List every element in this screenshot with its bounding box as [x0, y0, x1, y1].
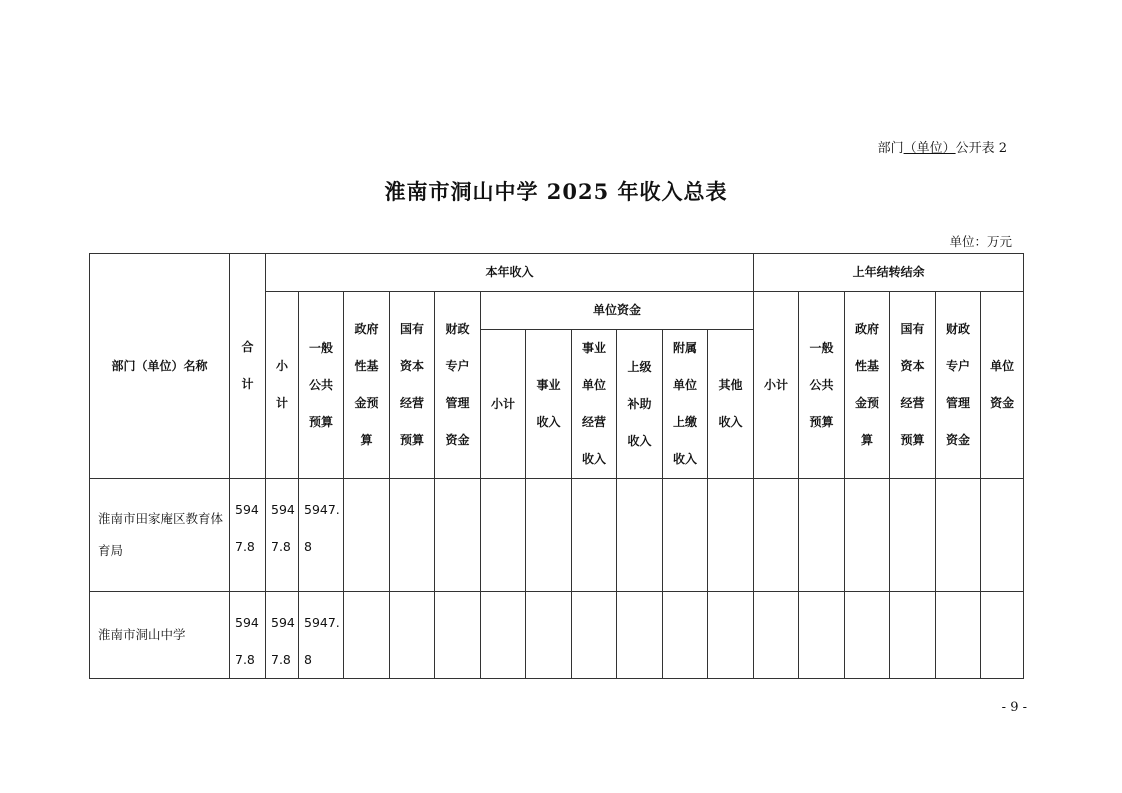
empty-cell	[526, 592, 572, 679]
group-header-unit-funds: 单位资金	[481, 292, 754, 330]
carry-header-gov-fund: 政府性基金预算	[845, 292, 890, 479]
row-subtotal: 5947.8	[266, 479, 299, 592]
empty-cell	[845, 479, 890, 592]
col-header-subtotal: 小计	[266, 292, 299, 479]
empty-cell	[617, 479, 663, 592]
table-row	[90, 592, 1024, 679]
row-subtotal: 5947.8	[266, 592, 299, 679]
empty-cell	[799, 592, 845, 679]
empty-cell	[481, 592, 526, 679]
col-header-superior-subsidy: 上级补助收入	[617, 330, 663, 479]
col-header-business-income: 事业收入	[526, 330, 572, 479]
col-header-affiliated-income: 附属单位上缴收入	[663, 330, 708, 479]
col-header-general-budget: 一般公共预算	[299, 292, 344, 479]
empty-cell	[845, 592, 890, 679]
empty-cell	[981, 479, 1024, 592]
empty-cell	[936, 592, 981, 679]
carry-header-unit-funds: 单位资金	[981, 292, 1024, 479]
form-prefix: 部门	[877, 141, 904, 156]
form-suffix: 公开表 2	[955, 141, 1007, 156]
empty-cell	[435, 592, 481, 679]
form-number	[878, 137, 1007, 156]
empty-cell	[663, 479, 708, 592]
empty-cell	[708, 592, 754, 679]
form-unit: （单位）	[903, 141, 956, 156]
empty-cell	[754, 479, 799, 592]
empty-cell	[344, 592, 390, 679]
col-header-total: 合计	[230, 254, 266, 479]
table-row	[90, 479, 1024, 592]
empty-cell	[390, 479, 435, 592]
carry-header-state-capital: 国有资本经营预算	[890, 292, 936, 479]
group-header-current: 本年收入	[266, 254, 754, 292]
col-header-name: 部门（单位）名称	[90, 254, 230, 479]
col-header-unit-subtotal: 小计	[481, 330, 526, 479]
unit-label: 单位：万元	[949, 234, 1012, 249]
col-header-other-income: 其他收入	[708, 330, 754, 479]
income-table	[89, 253, 1024, 679]
empty-cell	[663, 592, 708, 679]
page-title: 淮南市洞山中学 2025 年收入总表	[384, 179, 728, 204]
col-header-operating-income: 事业单位经营收入	[572, 330, 617, 479]
empty-cell	[890, 479, 936, 592]
carry-header-subtotal: 小计	[754, 292, 799, 479]
row-total: 5947.8	[230, 592, 266, 679]
col-header-fiscal-special: 财政专户管理资金	[435, 292, 481, 479]
carry-header-fiscal-special: 财政专户管理资金	[936, 292, 981, 479]
row-general-budget: 5947.8	[299, 592, 344, 679]
col-header-gov-fund: 政府性基金预算	[344, 292, 390, 479]
empty-cell	[617, 592, 663, 679]
empty-cell	[435, 479, 481, 592]
empty-cell	[572, 592, 617, 679]
empty-cell	[981, 592, 1024, 679]
row-general-budget: 5947.8	[299, 479, 344, 592]
empty-cell	[890, 592, 936, 679]
col-header-state-capital: 国有资本经营预算	[390, 292, 435, 479]
row-name: 淮南市田家庵区教育体育局	[90, 479, 230, 592]
page-number: - 9 -	[1001, 700, 1027, 715]
empty-cell	[572, 479, 617, 592]
row-name: 淮南市洞山中学	[90, 592, 230, 679]
empty-cell	[708, 479, 754, 592]
empty-cell	[526, 479, 572, 592]
group-header-carry: 上年结转结余	[754, 254, 1024, 292]
empty-cell	[799, 479, 845, 592]
row-total: 5947.8	[230, 479, 266, 592]
carry-header-general-budget: 一般公共预算	[799, 292, 845, 479]
empty-cell	[754, 592, 799, 679]
empty-cell	[481, 479, 526, 592]
empty-cell	[390, 592, 435, 679]
empty-cell	[344, 479, 390, 592]
empty-cell	[936, 479, 981, 592]
